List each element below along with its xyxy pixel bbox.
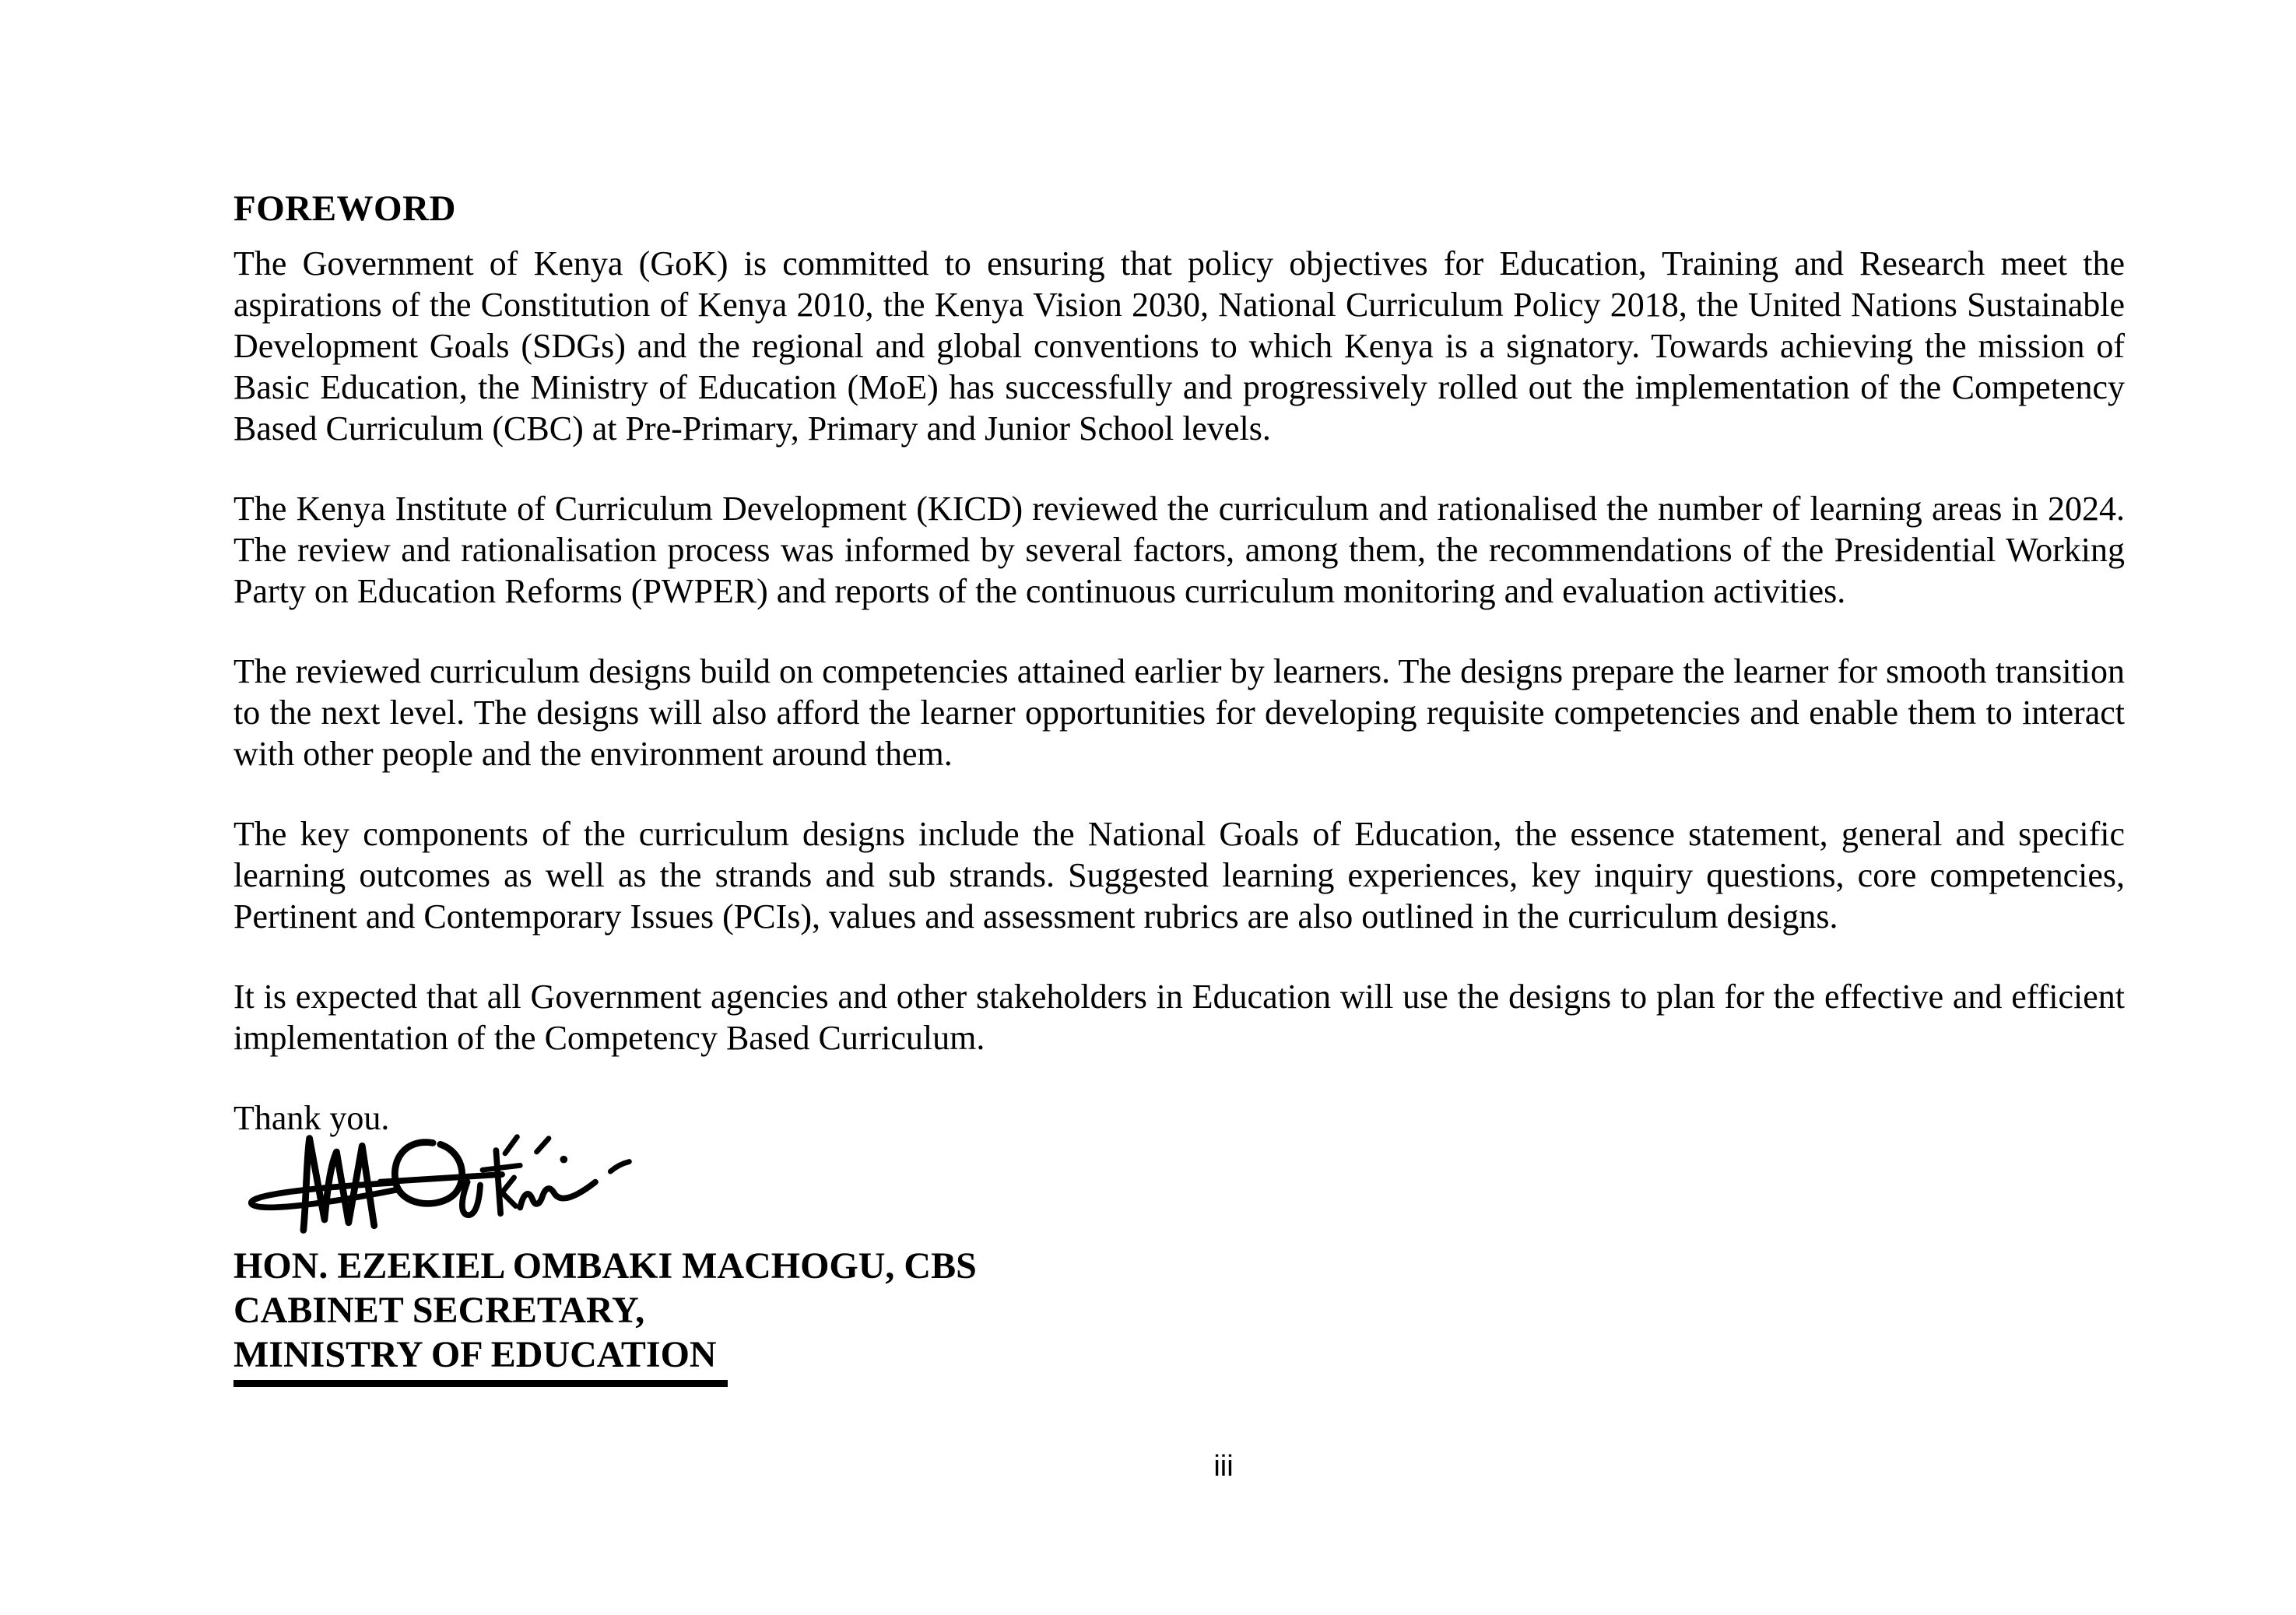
signature-image xyxy=(233,1129,2125,1242)
foreword-paragraph-2: The Kenya Institute of Curriculum Development (KICD) reviewed the curriculum and rationalised the number of learning areas in 2024. The review and rationalisation process was informed by several factors, among them, the recommendations of the Presidential Working Party on Education Reforms (PWPER) and reports of the continuous curriculum monitoring and evaluation activities. xyxy=(233,490,2125,610)
signatory-organization: MINISTRY OF EDUCATION xyxy=(233,1332,2125,1387)
signatory-title: CABINET SECRETARY, xyxy=(233,1290,645,1331)
closing-line: Thank you. xyxy=(233,1099,390,1137)
foreword-paragraph-3: The reviewed curriculum designs build on competencies attained earlier by learners. The designs prepare the learner for smooth transition to the next level. The designs will also afford the learner opportunities for developing requisite competencies and enable them to interact with other people and the environment around them. xyxy=(233,652,2125,773)
page-content xyxy=(233,188,2125,1387)
foreword-paragraph-4: The key components of the curriculum designs include the National Goals of Education, the essence statement, general and specific learning outcomes as well as the strands and sub strands. Suggested learning experiences, key inquiry questions, core competencies, Pertinent and Contemporary Issues (PCIs), values and assessment rubrics are also outlined in the curriculum designs. xyxy=(233,815,2125,936)
foreword-paragraph-1: The Government of Kenya (GoK) is committed to ensuring that policy objectives for Education, Training and Research meet the aspirations of the Constitution of Kenya 2010, the Kenya Vision 2030, National Curriculum Policy 2018, the United Nations Sustainable Development Goals (SDGs) and the regional and global conventions to which Kenya is a signatory. Towards achieving the mission of Basic Education, the Ministry of Education (MoE) has successfully and progressively rolled out the implementation of the Competency Based Curriculum (CBC) at Pre-Primary, Primary and Junior School levels. xyxy=(233,244,2125,448)
signatory-block xyxy=(233,1244,2125,1387)
page-number: iii xyxy=(1213,1450,1234,1483)
signatory-name: HON. EZEKIEL OMBAKI MACHOGU, CBS xyxy=(233,1245,977,1287)
foreword-paragraph-5: It is expected that all Government agencies and other stakeholders in Education will use the designs to plan for the effective and efficient implementation of the Competency Based Curriculum. xyxy=(233,978,2125,1057)
page-title: FOREWORD xyxy=(233,188,456,229)
